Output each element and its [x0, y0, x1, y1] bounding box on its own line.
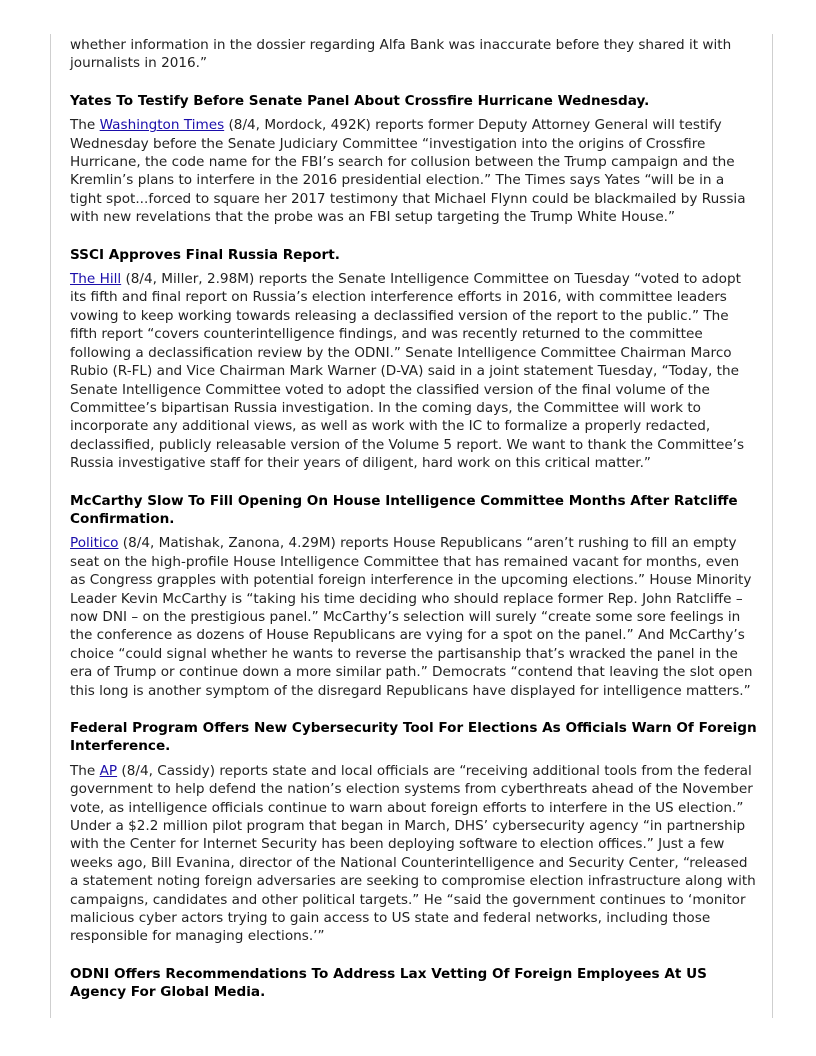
- article-intro: The: [70, 117, 100, 134]
- article-body: [70, 762, 758, 946]
- article-odni: [70, 965, 758, 1002]
- source-link-washington-times[interactable]: Washington Times: [99, 117, 225, 134]
- source-link-ap[interactable]: AP: [99, 762, 118, 779]
- right-margin-rule: [772, 34, 773, 1018]
- article-intro: The: [70, 762, 100, 779]
- article-text: (8/4, Mordock, 492K) reports former Deputy Attorney General will testify Wednesday before the Senate Judiciary Committee “investigation into the origins of Crossfire Hurricane, the code name for the FBI’s search for collusion between the Trump campaign and the Kremlin’s plans to interfere in the 2016 presidential election.” The Times says Yates “will be in a tight spot...forced to square her 2017 testimony that Michael Flynn could be blackmailed by Russia with new revelations that the probe was an FBI setup targeting the Trump White House.”: [70, 117, 746, 226]
- article-text: (8/4, Matishak, Zanona, 4.29M) reports House Republicans “aren’t rushing to fill an empty seat on the high-profile House Intelligence Committee that has remained vacant for months, even as Congress grapples with potential foreign interference in the upcoming elections.” House Minority Leader Kevin McCarthy is “taking his time deciding who should replace former Rep. John Ratcliffe – now DNI – on the prestigious panel.” McCarthy’s selection will surely “create some sore feelings in the conference as dozens of House Republicans are vying for a spot on the panel.” And McCarthy’s choice “could signal whether he wants to reverse the partisanship that’s wracked the panel in the era of Trump or continue down a more similar path.” Democrats “contend that leaving the slot open this long is another symptom of the disregard Republicans have displayed for intelligence matters.”: [70, 535, 753, 699]
- document-body: [70, 36, 758, 1021]
- article-mccarthy: [70, 492, 758, 700]
- lead-paragraph: whether information in the dossier regarding Alfa Bank was inaccurate before they shared it with journalists in 2016.”: [70, 37, 732, 72]
- article-cybersecurity: [70, 719, 758, 946]
- article-headline: Yates To Testify Before Senate Panel About Crossfire Hurricane Wednesday.: [70, 92, 650, 109]
- article-ssci: [70, 246, 758, 473]
- article-headline: McCarthy Slow To Fill Opening On House Intelligence Committee Months After Ratcliffe Confirmation.: [70, 492, 738, 527]
- article-body: [70, 270, 758, 472]
- article-body: [70, 534, 758, 700]
- source-link-the-hill[interactable]: The Hill: [70, 271, 122, 288]
- article-headline: ODNI Offers Recommendations To Address Lax Vetting Of Foreign Employees At US Agency For Global Media.: [70, 965, 707, 1001]
- article-yates: [70, 92, 758, 227]
- article-headline: Federal Program Offers New Cybersecurity Tool For Elections As Officials Warn Of Foreign Interference.: [70, 720, 757, 755]
- article-text: (8/4, Miller, 2.98M) reports the Senate Intelligence Committee on Tuesday “voted to adopt its fifth and final report on Russia’s election interference efforts in 2016, with committee leaders vowing to keep working towards releasing a declassified version of the report to the public.” The fifth report “covers counterintelligence findings, and was recently returned to the committee following a declassification review by the ODNI.” Senate Intelligence Committee Chairman Marco Rubio (R-FL) and Vice Chairman Mark Warner (D-VA) said in a joint statement Tuesday, “Today, the Senate Intelligence Committee voted to adopt the classified version of the final volume of the Committee’s bipartisan Russia investigation. In the coming days, the Committee will work to incorporate any additional views, as well as work with the IC to formalize a properly redacted, declassified, publicly releasable version of the Volume 5 report. We want to thank the Committee’s Russia investigative staff for their years of diligent, hard work on this critical matter.”: [70, 271, 745, 472]
- article-headline: SSCI Approves Final Russia Report.: [70, 246, 340, 263]
- article-text: (8/4, Cassidy) reports state and local officials are “receiving additional tools from the federal government to help defend the nation’s election systems from cyberthreats ahead of the November vote, as intelligence officials continue to warn about foreign efforts to interfere in the US election.” Under a $2.2 million pilot program that began in March, DHS’ cybersecurity agency “in partnership with the Center for Internet Security has been deploying software to election offices.” Just a few weeks ago, Bill Evanina, director of the National Counterintelligence and Security Center, “released a statement noting foreign adversaries are seeking to compromise election infrastructure along with campaigns, candidates and other political targets.” He “said the government continues to ‘monitor malicious cyber actors trying to gain access to US state and federal networks, including those responsible for managing elections.’”: [70, 762, 756, 945]
- source-link-politico[interactable]: Politico: [70, 535, 119, 552]
- left-margin-rule: [50, 34, 51, 1018]
- article-body: [70, 116, 758, 226]
